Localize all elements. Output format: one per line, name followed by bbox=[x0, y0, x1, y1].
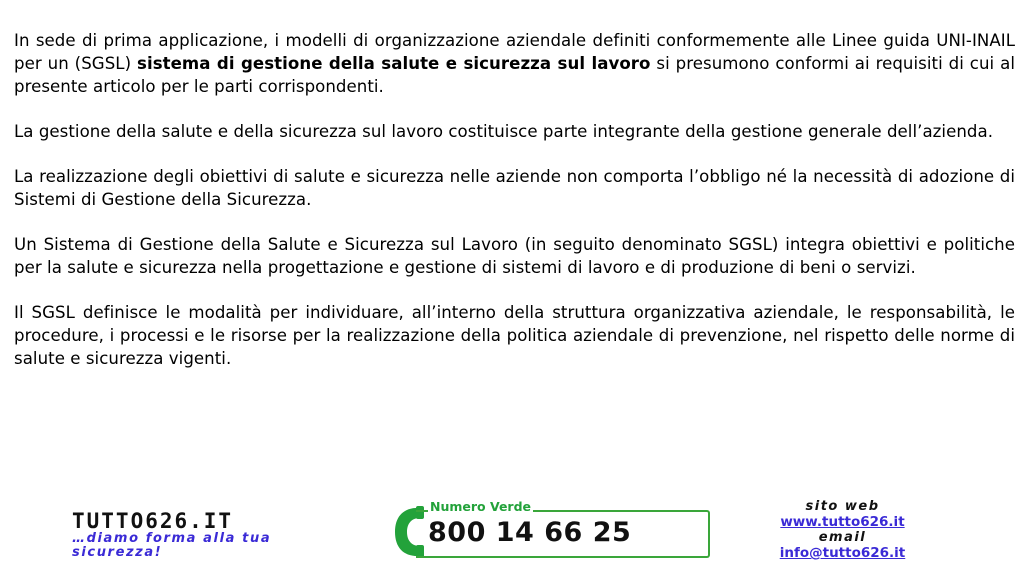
phone-label: Numero Verde bbox=[430, 499, 532, 514]
brand-tagline-line-1: …diamo forma alla tua bbox=[72, 531, 272, 546]
email-label: email bbox=[818, 530, 867, 545]
paragraph-1-text-start: In sede di prima applicazione, i modelli di organizzazione aziendale definiti conformemente alle Linee guida UNI-INAIL per un (SGSL) bbox=[14, 31, 1015, 73]
phone-number: 800 14 66 25 bbox=[428, 517, 632, 548]
contact-info bbox=[740, 499, 945, 561]
site-label: sito web bbox=[805, 499, 880, 514]
site-link[interactable]: www.tutto626.it bbox=[780, 514, 905, 530]
paragraph-4: Un Sistema di Gestione della Salute e Sicurezza sul Lavoro (in seguito denominato SGSL) integra obiettivi e politiche per la salute e sicurezza nella progettazione e gestione di sistemi di lavoro e di produzione di beni o servizi. bbox=[14, 235, 1015, 277]
paragraph-5: Il SGSL definisce le modalità per individuare, all’interno della struttura organizzativa aziendale, le responsabilità, le procedure, i processi e le risorse per la realizzazione della politica aziendale di prevenzione, nel rispetto delle norme di salute e sicurezza vigenti. bbox=[14, 303, 1015, 368]
toll-free-number-box bbox=[390, 498, 715, 560]
email-link[interactable]: info@tutto626.it bbox=[779, 545, 906, 561]
paragraph-1-bold-term: sistema di gestione della salute e sicurezza sul lavoro bbox=[137, 54, 651, 73]
paragraph-3: La realizzazione degli obiettivi di salute e sicurezza nelle aziende non comporta l’obbligo né la necessità di adozione di Sistemi di Gestione della Sicurezza. bbox=[14, 167, 1015, 209]
paragraph-1 bbox=[14, 29, 1015, 98]
brand-logo bbox=[72, 510, 372, 560]
footer-banner bbox=[0, 496, 1024, 576]
document-body bbox=[14, 29, 1015, 392]
paragraph-2: La gestione della salute e della sicurezza sul lavoro costituisce parte integrante della gestione generale dell’azienda. bbox=[14, 122, 994, 141]
brand-tagline-line-2: sicurezza! bbox=[72, 545, 163, 560]
paragraph-1-text-end: si presumono conformi ai requisiti di cui al presente articolo per le parti corrispondenti. bbox=[14, 54, 1015, 96]
brand-title: TUTTO626.IT bbox=[72, 509, 234, 533]
